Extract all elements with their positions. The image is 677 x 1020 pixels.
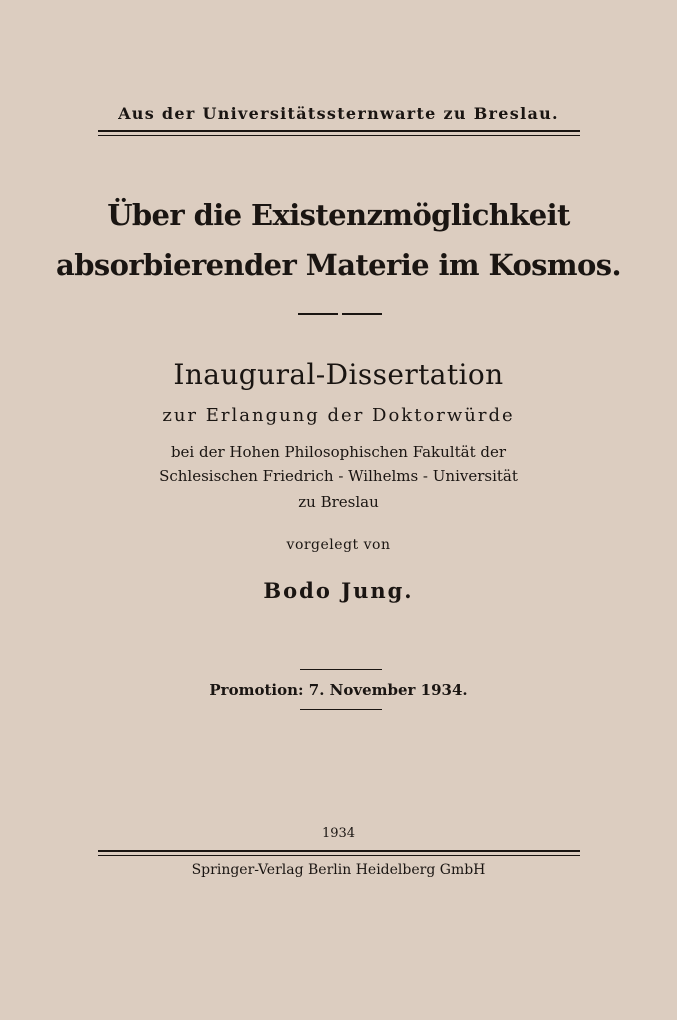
title-separator-left xyxy=(298,313,338,315)
publisher-name: Springer-Verlag Berlin Heidelberg GmbH xyxy=(191,862,486,878)
presented-by: vorgelegt von xyxy=(286,537,391,553)
promotion-rule-top xyxy=(300,669,382,670)
faculty-line-1: bei der Hohen Philosophischen Fakultät der xyxy=(170,443,507,461)
dissertation-heading: Inaugural-Dissertation xyxy=(173,358,504,391)
promotion-rule-bottom xyxy=(300,709,382,710)
title-line-1: Über die Existenzmöglichkeit xyxy=(107,198,570,232)
faculty-line-2: Schlesischen Friedrich - Wilhelms - Universität xyxy=(159,467,518,485)
institute-header: Aus der Universitätssternwarte zu Breslau. xyxy=(118,104,559,123)
title-separator-right xyxy=(342,313,382,315)
author-name: Bodo Jung. xyxy=(263,578,414,603)
dissertation-purpose: zur Erlangung der Doktorwürde xyxy=(162,405,515,426)
promotion-date: Promotion: 7. November 1934. xyxy=(209,681,468,699)
footer-double-rule xyxy=(98,850,580,856)
publication-year: 1934 xyxy=(321,826,356,841)
title-line-2: absorbierender Materie im Kosmos. xyxy=(56,248,621,282)
header-double-rule xyxy=(98,130,580,136)
faculty-line-3: zu Breslau xyxy=(298,493,379,511)
